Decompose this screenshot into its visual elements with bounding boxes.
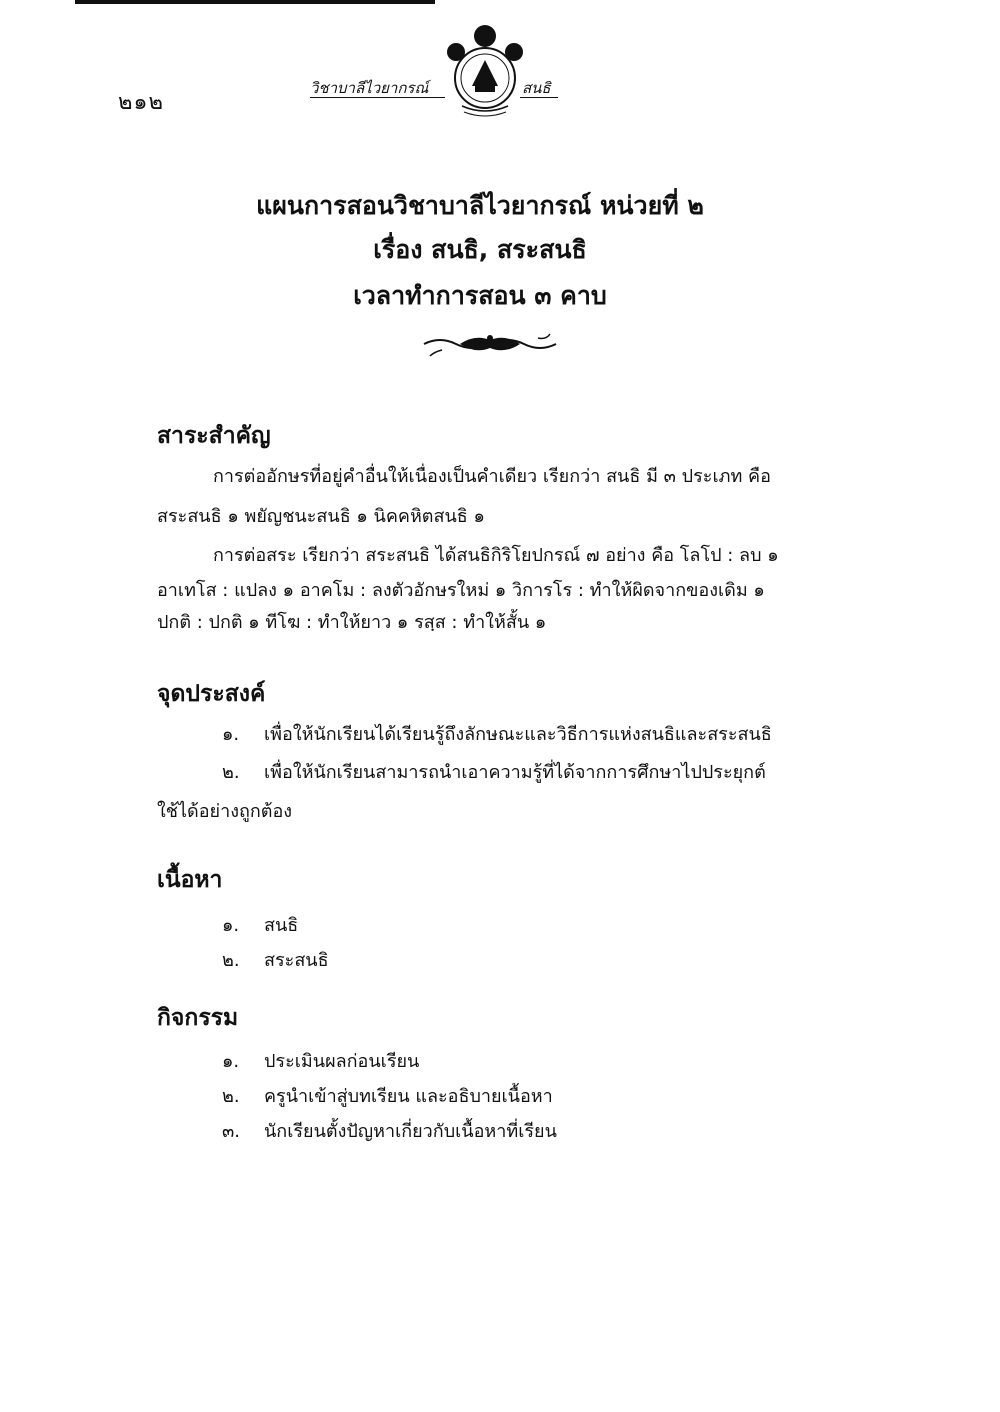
header-underline-left [310,97,445,98]
content-text: สนธิ [264,915,299,936]
objective-item [222,757,766,786]
essence-paragraph-line: การต่ออักษรที่อยู่คำอื่นให้เนื่องเป็นคำเดียว เรียกว่า สนธิ มี ๓ ประเภท คือ [213,466,771,487]
activity-text: ประเมินผลก่อนเรียน [264,1051,420,1072]
objective-text: เพื่อให้นักเรียนได้เรียนรู้ถึงลักษณะและวิธีการแห่งสนธิและสระสนธิ [264,724,772,745]
objectives-heading: จุดประสงค์ [157,681,266,707]
objective-continuation: ใช้ได้อย่างถูกต้อง [157,801,293,822]
content-item [222,910,298,939]
running-header-left: วิชาบาลีไวยากรณ์ [310,79,429,97]
running-header-right: สนธิ [522,79,551,97]
activity-item [222,1081,553,1110]
activity-item [222,1046,419,1075]
activity-number: ๒. [222,1086,240,1107]
essence-paragraph-line: อาเทโส : แปลง ๑ อาคโม : ลงตัวอักษรใหม่ ๑ วิการโร : ทำให้ผิดจากของเดิม ๑ [157,580,765,601]
content-item [222,945,329,974]
teaching-duration: เวลาทำการสอน ๓ คาบ [353,281,607,310]
page-number: ๒๑๒ [118,90,164,115]
ornamental-divider [420,330,560,358]
objective-text: เพื่อให้นักเรียนสามารถนำเอาความรู้ที่ได้จากการศึกษาไปประยุกต์ [264,762,766,783]
activity-item [222,1116,557,1145]
document-subject: เรื่อง สนธิ, สระสนธิ [373,235,587,264]
content-number: ๑. [222,915,240,936]
content-text: สระสนธิ [264,950,329,971]
top-edge-bar [75,0,435,4]
header-underline-right [520,97,558,98]
essence-heading: สาระสำคัญ [157,423,271,449]
activity-text: นักเรียนตั้งปัญหาเกี่ยวกับเนื้อหาที่เรียน [264,1121,557,1142]
activity-number: ๓. [222,1121,241,1142]
objective-number: ๒. [222,762,240,783]
activity-text: ครูนำเข้าสู่บทเรียน และอธิบายเนื้อหา [264,1086,553,1107]
essence-paragraph-line: ปกติ : ปกติ ๑ ทีโฆ : ทำให้ยาว ๑ รสฺส : ทำให้สั้น ๑ [157,612,547,633]
activity-number: ๑. [222,1051,240,1072]
document-title: แผนการสอนวิชาบาลีไวยากรณ์ หน่วยที่ ๒ [256,191,704,220]
objective-item [222,719,772,748]
essence-paragraph-line: การต่อสระ เรียกว่า สระสนธิ ได้สนธิกิริโยปกรณ์ ๗ อย่าง คือ โลโป : ลบ ๑ [213,545,779,566]
objective-number: ๑. [222,724,240,745]
activities-heading: กิจกรรม [157,1005,239,1031]
institution-seal-icon [442,20,528,120]
content-heading: เนื้อหา [157,867,223,893]
content-number: ๒. [222,950,240,971]
essence-paragraph-line: สระสนธิ ๑ พยัญชนะสนธิ ๑ นิคคหิตสนธิ ๑ [157,506,485,527]
